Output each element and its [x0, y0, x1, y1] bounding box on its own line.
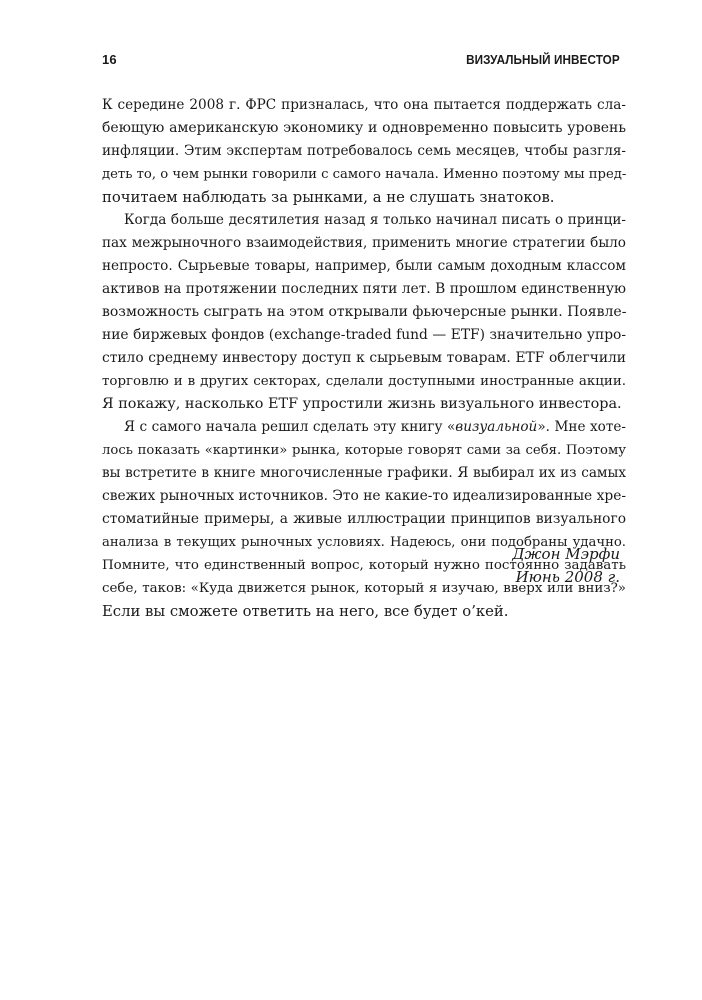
text-line: стило среднему инвестору доступ к сырьевым товарам. ETF облегчили [102, 350, 626, 366]
text-line: ние биржевых фондов (exchange-traded fund — ETF) значительно упро- [102, 327, 626, 343]
text-line: почитаем наблюдать за рынками, а не слушать знатоков. [102, 189, 555, 206]
text-line: Когда больше десятилетия назад я только начинал писать о принци- [124, 212, 626, 228]
text-line: беющую американскую экономику и одновременно повысить уровень [102, 120, 626, 136]
text-line: деть то, о чем рынки говорили с самого начала. Именно поэтому мы пред- [102, 167, 627, 182]
paragraph-2 [102, 209, 626, 416]
text-segment: ». Мне хоте- [537, 419, 626, 435]
text-line: стоматийные примеры, а живые иллюстрации принципов визуального [102, 511, 626, 527]
text-line: активов на протяжении последних пяти лет. В прошлом единственную [102, 281, 626, 297]
signature-block [512, 543, 620, 589]
text-segment: Я с самого начала решил сделать эту книгу « [124, 419, 456, 435]
text-line: инфляции. Этим экспертам потребовалось семь месяцев, чтобы разгля- [102, 143, 626, 159]
paragraph-3 [102, 416, 626, 623]
page-number: 16 [102, 52, 117, 67]
text-line [102, 416, 626, 439]
text-line: Если вы сможете ответить на него, все будет о’кей. [102, 603, 509, 620]
text-line: анализа в текущих рыночных условиях. Надеюсь, они подобраны удачно. [102, 535, 626, 550]
running-header [102, 52, 620, 72]
author-name: Джон Мэрфи [512, 545, 620, 563]
running-title: ВИЗУАЛЬНЫЙ ИНВЕСТОР [466, 52, 620, 67]
text-line: себе, таков: «Куда движется рынок, который я изучаю, вверх или вниз?» [102, 581, 626, 596]
text-line: Я покажу, насколько ETF упростили жизнь визуального инвестора. [102, 396, 622, 412]
emphasis-word: визуальной [455, 419, 538, 435]
text-line: возможность сыграть на этом открывали фьючерсные рынки. Появле- [102, 304, 627, 320]
text-line: К середине 2008 г. ФРС призналась, что она пытается поддержать сла- [102, 97, 626, 113]
text-line: лось показать «картинки» рынка, которые говорят сами за себя. Поэтому [102, 443, 626, 458]
text-line: пах межрыночного взаимодействия, применить многие стратегии было [102, 235, 626, 251]
text-line: свежих рыночных источников. Это не какие-то идеализированные хре- [102, 488, 627, 504]
paragraph-1 [102, 94, 626, 209]
signature-date: Июнь 2008 г. [515, 568, 620, 586]
text-line: торговлю и в других секторах, сделали доступными иностранные акции. [102, 374, 626, 389]
text-line: вы встретите в книге многочисленные графики. Я выбирал их из самых [102, 465, 626, 481]
text-line: Помните, что единственный вопрос, который нужно постоянно задавать [102, 558, 626, 573]
text-line: непросто. Сырьевые товары, например, были самым доходным классом [102, 258, 626, 274]
